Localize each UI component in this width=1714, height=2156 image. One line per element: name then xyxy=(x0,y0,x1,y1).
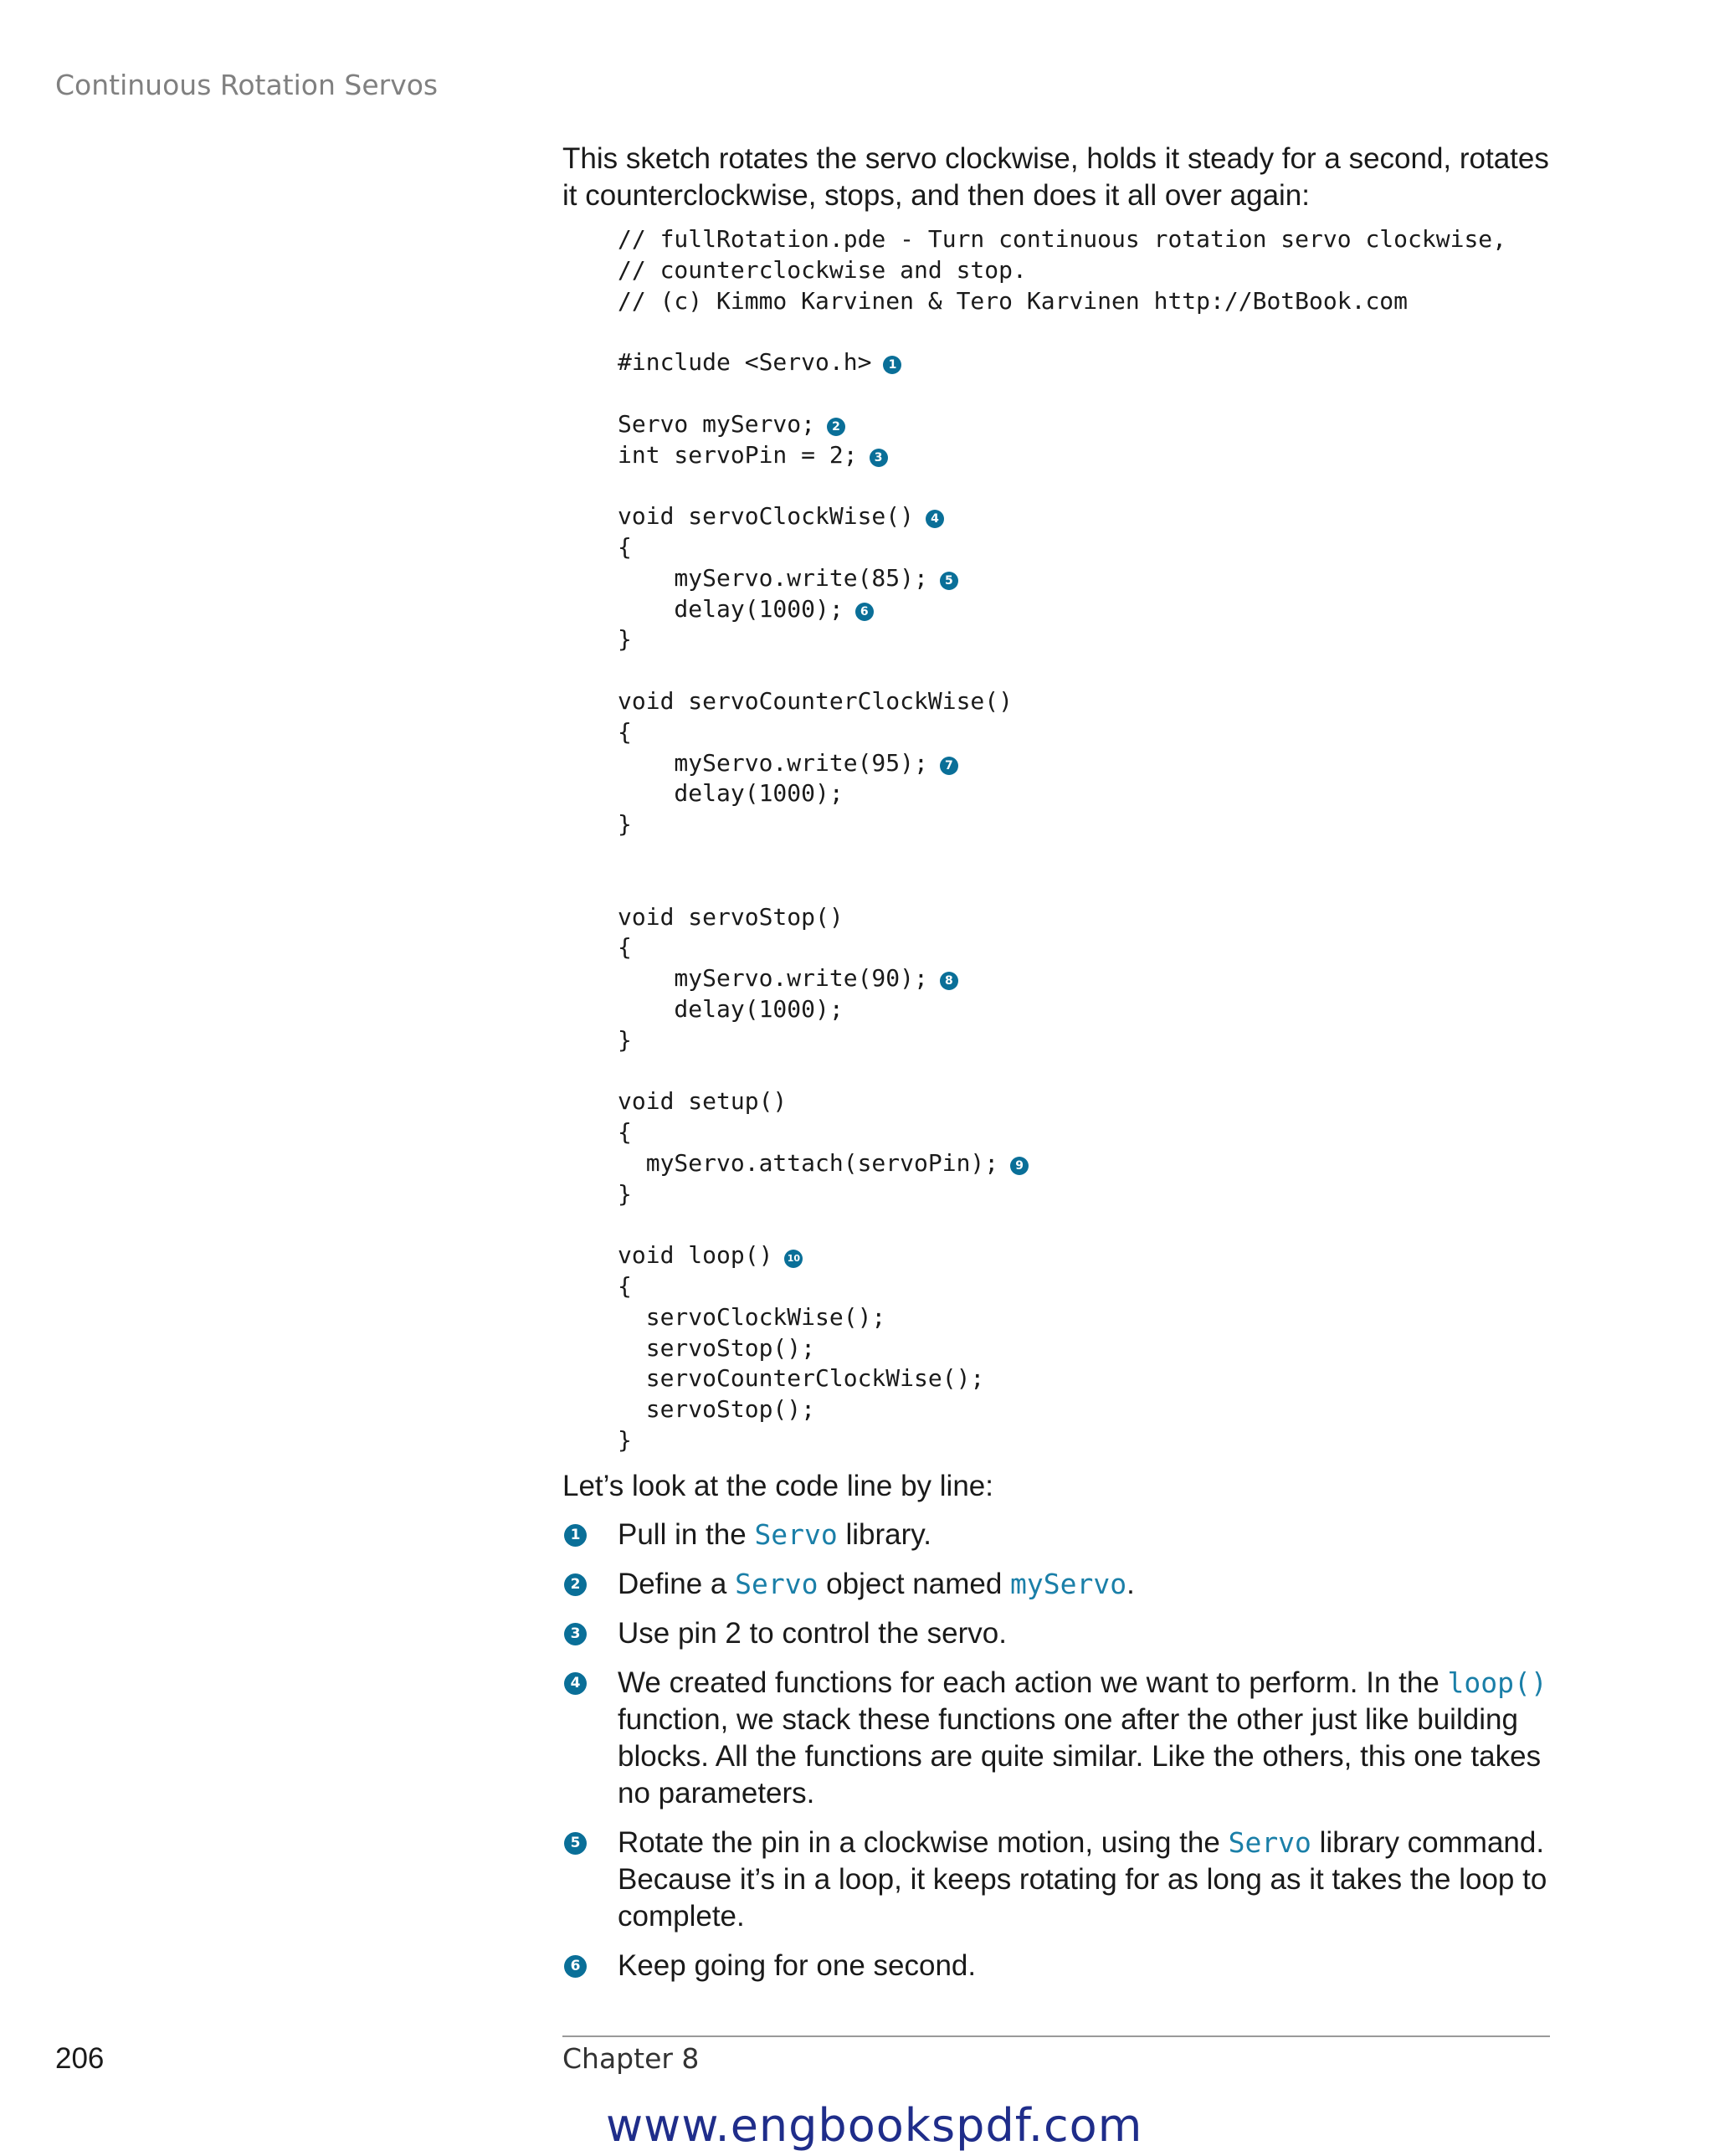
code-text: myServo.write(95); xyxy=(618,748,928,777)
code-line xyxy=(618,1148,1550,1179)
callout-badge: 3 xyxy=(870,449,888,467)
code-line xyxy=(618,470,1550,501)
code-text: } xyxy=(618,1179,632,1208)
code-line xyxy=(618,624,1550,655)
watermark-link[interactable]: www.engbookspdf.com xyxy=(606,2099,1143,2152)
intro-paragraph: This sketch rotates the servo clockwise, holds it steady for a second, rotates it counterclockwise, stops, and then does it all over again: xyxy=(562,142,1549,212)
chapter-label: Chapter 8 xyxy=(562,2042,700,2075)
code-line xyxy=(618,316,1550,347)
code-line xyxy=(618,1363,1550,1394)
callout-badge: 1 xyxy=(564,1524,587,1547)
code-line xyxy=(618,501,1550,532)
code-text: int servoPin = 2; xyxy=(618,440,858,469)
annotation-text: library. xyxy=(837,1517,931,1551)
inline-code: Servo xyxy=(735,1567,819,1600)
running-head: Continuous Rotation Servos xyxy=(55,69,439,101)
code-line xyxy=(618,347,1550,378)
callout-badge: 2 xyxy=(564,1573,587,1596)
code-line xyxy=(618,871,1550,902)
annotation-text: Keep going for one second. xyxy=(618,1948,977,1982)
code-line xyxy=(618,532,1550,563)
code-text: { xyxy=(618,717,632,746)
code-line xyxy=(618,963,1550,994)
callout-badge: 4 xyxy=(926,510,944,528)
code-text: } xyxy=(618,1025,632,1054)
annotation-item xyxy=(562,1615,1550,1652)
code-line xyxy=(618,563,1550,594)
callout-badge: 5 xyxy=(940,572,958,590)
callout-badge: 9 xyxy=(1010,1157,1029,1175)
callout-badge: 7 xyxy=(940,757,958,775)
code-line xyxy=(618,224,1550,255)
code-text: Servo myServo; xyxy=(618,409,816,438)
code-line xyxy=(618,778,1550,809)
code-text: void servoClockWise() xyxy=(618,502,915,531)
callout-badge: 8 xyxy=(940,972,958,990)
code-line xyxy=(618,1117,1550,1148)
lead-paragraph: Let’s look at the code line by line: xyxy=(562,1469,993,1502)
callout-badge: 1 xyxy=(883,356,901,374)
callout-badge: 6 xyxy=(564,1955,587,1978)
annotation-text: object named xyxy=(818,1567,1011,1600)
callout-badge: 6 xyxy=(855,603,874,621)
code-text: myServo.write(90); xyxy=(618,964,928,993)
annotation-text: Rotate the pin in a clockwise motion, using the xyxy=(618,1825,1229,1859)
code-line xyxy=(618,255,1550,286)
code-line xyxy=(618,994,1550,1025)
code-line xyxy=(618,902,1550,933)
code-text: { xyxy=(618,1118,632,1147)
annotation-item xyxy=(562,1948,1550,1984)
code-text: } xyxy=(618,625,632,654)
code-listing xyxy=(618,224,1550,1456)
callout-badge: 10 xyxy=(784,1250,803,1268)
code-text: { xyxy=(618,933,632,962)
code-line xyxy=(618,748,1550,779)
code-line xyxy=(618,1333,1550,1364)
code-text: myServo.write(85); xyxy=(618,563,928,592)
code-text: // fullRotation.pde - Turn continuous rotation servo clockwise, xyxy=(618,225,1507,253)
annotation-text: Define a xyxy=(618,1567,736,1600)
code-line xyxy=(618,1271,1550,1302)
code-line xyxy=(618,1025,1550,1056)
annotation-item xyxy=(562,1517,1550,1553)
code-line xyxy=(618,1240,1550,1271)
annotation-text: Pull in the xyxy=(618,1517,755,1551)
code-line xyxy=(618,686,1550,717)
inline-code: Servo xyxy=(754,1517,838,1551)
code-line xyxy=(618,1302,1550,1333)
inline-code: loop() xyxy=(1447,1666,1547,1699)
code-text: delay(1000); xyxy=(618,594,844,623)
footer-rule xyxy=(562,2035,1550,2037)
code-text: void setup() xyxy=(618,1087,788,1116)
inline-code: myServo xyxy=(1010,1567,1127,1600)
page-number: 206 xyxy=(55,2042,105,2075)
code-line xyxy=(618,1056,1550,1087)
code-text: servoClockWise(); xyxy=(618,1302,886,1331)
callout-badge: 3 xyxy=(564,1623,587,1645)
annotation-item xyxy=(562,1566,1550,1603)
annotation-text: Use pin 2 to control the servo. xyxy=(618,1616,1007,1650)
code-line xyxy=(618,409,1550,440)
code-line xyxy=(618,1210,1550,1241)
code-text: void servoStop() xyxy=(618,902,844,931)
code-line xyxy=(618,840,1550,871)
code-line xyxy=(618,1086,1550,1117)
annotation-text: We created functions for each action we want to perform. In the xyxy=(618,1666,1448,1699)
annotation-text: function, we stack these functions one after the other just like building blocks. All the functions are quite similar. Like the others, this one takes no parameters. xyxy=(618,1702,1542,1810)
code-line xyxy=(618,809,1550,840)
code-text: } xyxy=(618,810,632,839)
code-line xyxy=(618,1425,1550,1456)
code-text: void servoCounterClockWise() xyxy=(618,686,1014,715)
code-line xyxy=(618,378,1550,409)
code-text: delay(1000); xyxy=(618,779,844,808)
annotation-text: . xyxy=(1126,1567,1135,1600)
inline-code: Servo xyxy=(1228,1825,1311,1859)
callout-badge: 2 xyxy=(827,418,845,436)
code-line xyxy=(618,1394,1550,1425)
annotation-text: library command. Because it’s in a loop, it keeps rotating for as long as it takes the loop to complete. xyxy=(618,1825,1547,1933)
code-line xyxy=(618,1179,1550,1210)
code-text: } xyxy=(618,1426,632,1455)
code-text: // (c) Kimmo Karvinen & Tero Karvinen http://BotBook.com xyxy=(618,286,1409,315)
annotation-item xyxy=(562,1665,1550,1812)
annotation-list xyxy=(562,1517,1550,1984)
code-line xyxy=(618,440,1550,471)
code-text: void loop() xyxy=(618,1241,773,1270)
main-content xyxy=(562,141,1550,1997)
code-text: { xyxy=(618,1272,632,1301)
code-line xyxy=(618,594,1550,625)
code-text: delay(1000); xyxy=(618,994,844,1023)
code-line xyxy=(618,286,1550,317)
code-text: servoStop(); xyxy=(618,1333,816,1362)
code-text: servoCounterClockWise(); xyxy=(618,1364,985,1393)
code-text: #include <Servo.h> xyxy=(618,348,872,377)
code-line xyxy=(618,932,1550,963)
callout-badge: 4 xyxy=(564,1672,587,1695)
code-text: // counterclockwise and stop. xyxy=(618,255,1027,284)
code-text: { xyxy=(618,532,632,561)
code-line xyxy=(618,717,1550,748)
annotation-item xyxy=(562,1825,1550,1935)
code-text: servoStop(); xyxy=(618,1395,816,1424)
callout-badge: 5 xyxy=(564,1832,587,1855)
code-line xyxy=(618,655,1550,686)
code-text: myServo.attach(servoPin); xyxy=(618,1148,999,1177)
